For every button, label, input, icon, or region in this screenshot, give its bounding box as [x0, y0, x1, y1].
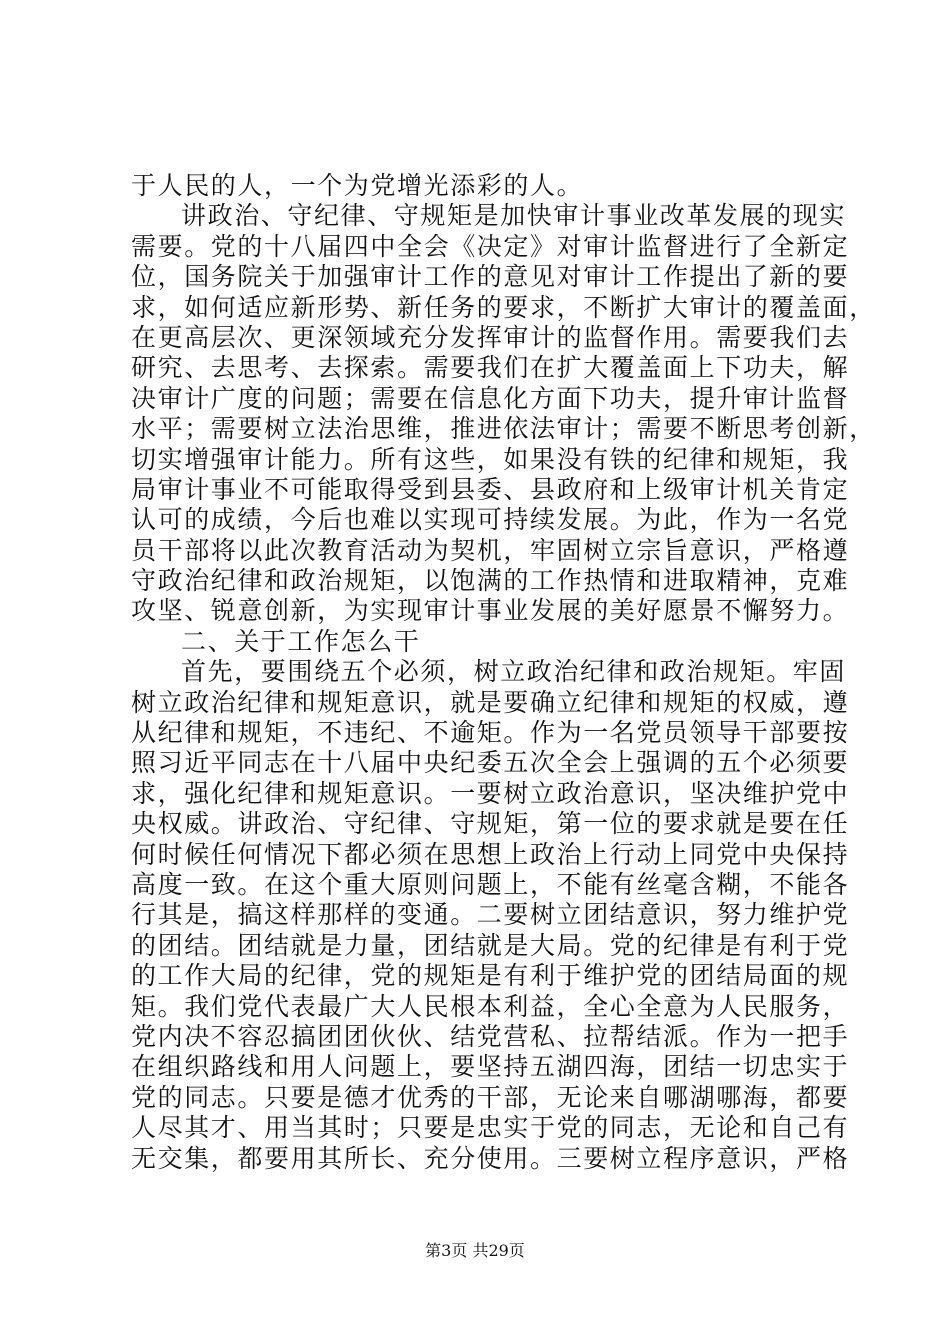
text-line: 切实增强审计能力。所有这些，如果没有铁的纪律和规矩，我	[131, 444, 850, 474]
text-line: 水平；需要树立法治思维，推进依法审计；需要不断思考创新，	[131, 414, 876, 444]
text-line: 行其是，搞这样那样的变通。二要树立团结意识，努力维护党	[131, 900, 850, 930]
text-line: 高度一致。在这个重大原则问题上，不能有丝毫含糊，不能各	[131, 869, 850, 899]
text-line: 攻坚、锐意创新，为实现审计事业发展的美好愿景不懈努力。	[131, 596, 850, 626]
text-line: 决审计广度的问题；需要在信息化方面下功夫，提升审计监督	[131, 383, 850, 413]
text-line: 党的同志。只要是德才优秀的干部，无论来自哪湖哪海，都要	[131, 1082, 850, 1112]
text-line: 党内决不容忍搞团团伙伙、结党营私、拉帮结派。作为一把手	[131, 1021, 850, 1051]
text-line: 需要。党的十八届四中全会《决定》对审计监督进行了全新定	[131, 231, 850, 261]
text-line: 求，如何适应新形势、新任务的要求，不断扩大审计的覆盖面，	[131, 292, 876, 322]
text-line: 在组织路线和用人问题上，要坚持五湖四海，团结一切忠实于	[131, 1052, 850, 1082]
paragraph-first-line: 讲政治、守纪律、守规矩是加快审计事业改革发展的现实	[181, 201, 847, 231]
text-line: 认可的成绩，今后也难以实现可持续发展。为此，作为一名党	[131, 505, 850, 535]
body-text	[131, 171, 876, 1174]
text-line: 位，国务院关于加强审计工作的意见对审计工作提出了新的要	[131, 262, 850, 292]
page-number-footer: 第3页 共29页	[425, 1241, 525, 1260]
paragraph-first-line: 首先，要围绕五个必须，树立政治纪律和政治规矩。牢固	[181, 657, 847, 687]
text-line: 员干部将以此次教育活动为契机，牢固树立宗旨意识，严格遵	[131, 535, 850, 565]
text-line: 何时候任何情况下都必须在思想上政治上行动上同党中央保持	[131, 839, 850, 869]
text-line: 矩。我们党代表最广大人民根本利益，全心全意为人民服务，	[131, 991, 850, 1021]
text-line: 的团结。团结就是力量，团结就是大局。党的纪律是有利于党	[131, 930, 850, 960]
text-line: 央权威。讲政治、守纪律、守规矩，第一位的要求就是要在任	[131, 809, 850, 839]
text-line: 在更高层次、更深领域充分发挥审计的监督作用。需要我们去	[131, 322, 850, 352]
text-line: 于人民的人，一个为党增光添彩的人。	[131, 171, 584, 200]
text-line: 树立政治纪律和规矩意识，就是要确立纪律和规矩的权威，遵	[131, 687, 850, 717]
section-heading: 二、关于工作怎么干	[181, 626, 421, 656]
text-line: 的工作大局的纪律，党的规矩是有利于维护党的团结局面的规	[131, 961, 850, 991]
text-line: 守政治纪律和政治规矩，以饱满的工作热情和进取精神，克难	[131, 566, 850, 596]
text-line: 照习近平同志在十八届中央纪委五次全会上强调的五个必须要	[131, 748, 850, 778]
text-line: 研究、去思考、去探索。需要我们在扩大覆盖面上下功夫，解	[131, 353, 850, 383]
text-line: 无交集，都要用其所长、充分使用。三要树立程序意识，严格	[131, 1143, 850, 1173]
text-line: 人尽其才、用当其时；只要是忠实于党的同志，无论和自己有	[131, 1113, 850, 1143]
text-line: 局审计事业不可能取得受到县委、县政府和上级审计机关肯定	[131, 474, 850, 504]
text-line: 从纪律和规矩，不违纪、不逾矩。作为一名党员领导干部要按	[131, 718, 850, 748]
text-line: 求，强化纪律和规矩意识。一要树立政治意识，坚决维护党中	[131, 778, 850, 808]
